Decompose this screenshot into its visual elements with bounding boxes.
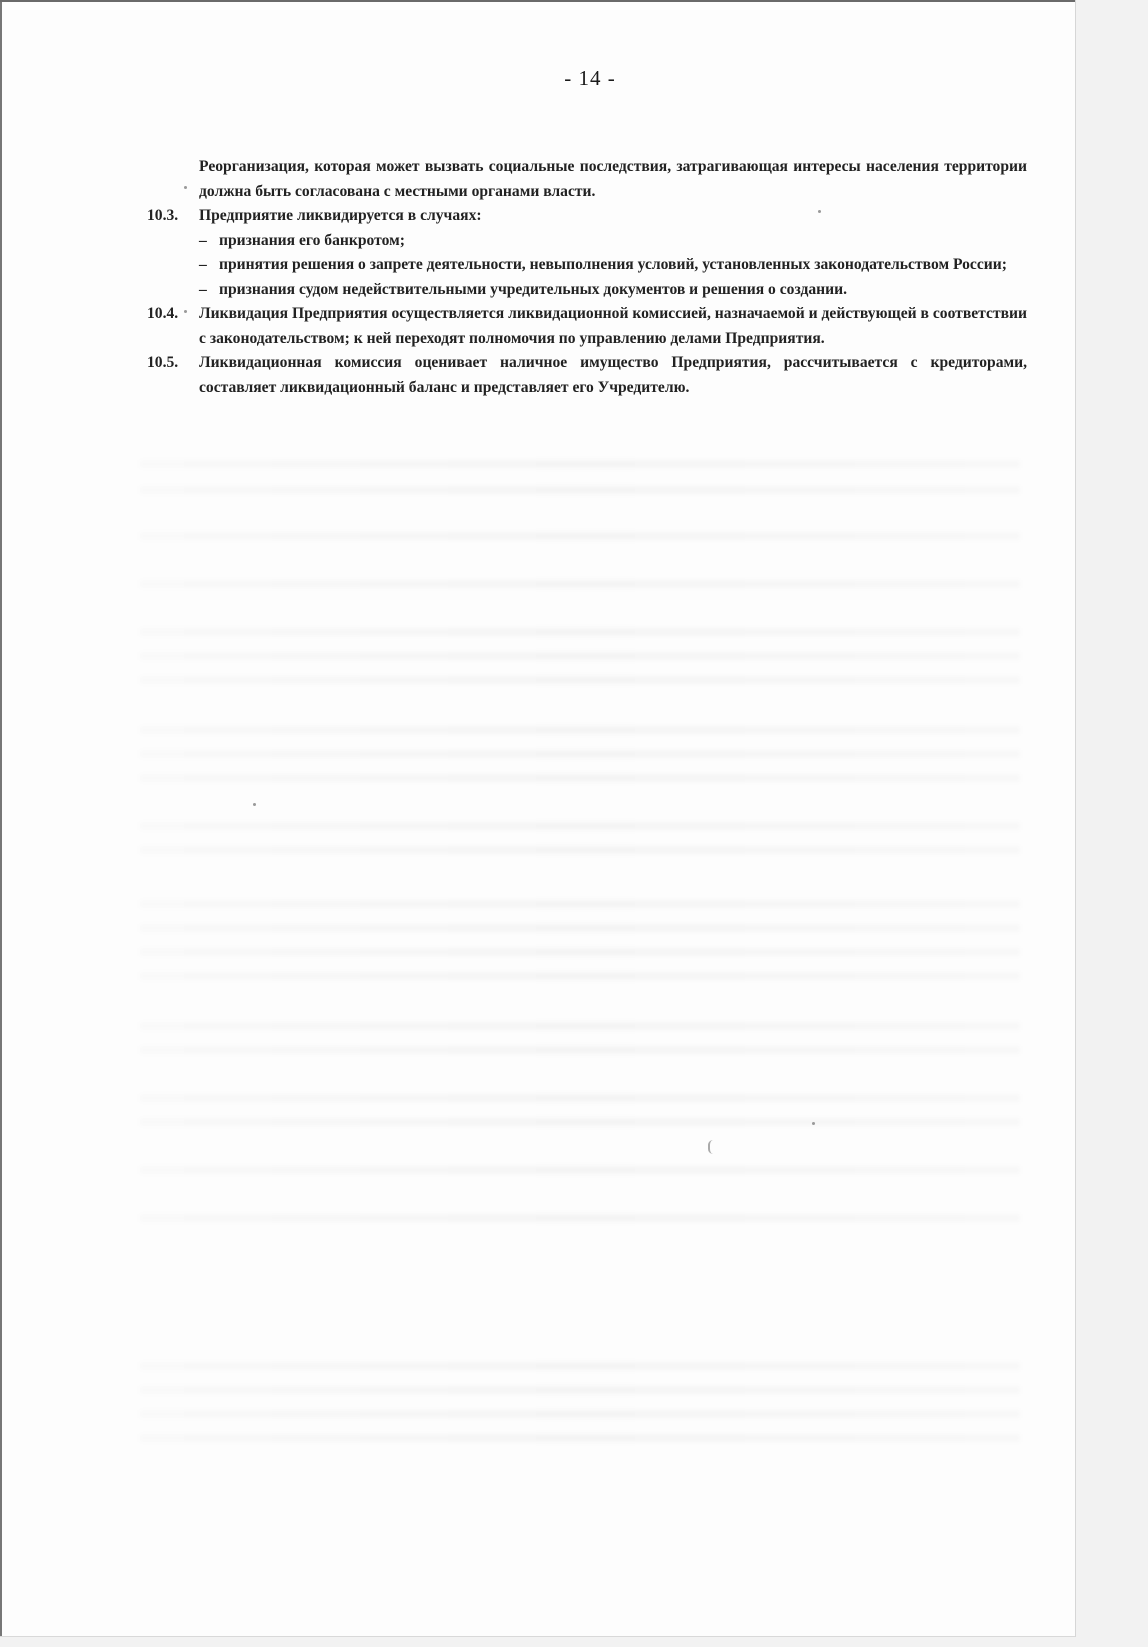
document-body bbox=[147, 155, 1027, 400]
clause-text: Ликвидационная комиссия оценивает наличное имущество Предприятия, рассчитывается с кредиторами, составляет ликвидационный баланс и представляет его Учредителю. bbox=[199, 354, 1027, 396]
list-item bbox=[147, 253, 1027, 278]
bleed-through-line bbox=[140, 1410, 1020, 1418]
bleed-through-line bbox=[140, 972, 1020, 980]
bleed-through-line bbox=[140, 846, 1020, 854]
clause-number: 10.3. bbox=[147, 207, 179, 224]
bleed-through-line bbox=[140, 1022, 1020, 1030]
scan-speck bbox=[184, 186, 187, 189]
scan-speck bbox=[818, 210, 821, 213]
bleed-through-line bbox=[140, 580, 1020, 588]
clause-10-3 bbox=[147, 204, 1027, 229]
clause-10-5 bbox=[147, 351, 1027, 400]
list-item bbox=[147, 278, 1027, 303]
bleed-through-line bbox=[140, 460, 1020, 468]
bleed-through-line bbox=[140, 1046, 1020, 1054]
list-item-text: признания судом недействительными учредительных документов и решения о создании. bbox=[219, 280, 847, 298]
list-item-text: признания его банкротом; bbox=[219, 231, 405, 249]
clause-number: 10.4. bbox=[147, 305, 179, 322]
bleed-through-line bbox=[140, 924, 1020, 932]
bleed-through-line bbox=[140, 1362, 1020, 1370]
bleed-through-line bbox=[140, 774, 1020, 782]
page-number: - 14 - bbox=[564, 66, 616, 90]
dash-bullet: – bbox=[199, 231, 207, 249]
bleed-through-line bbox=[140, 652, 1020, 660]
bleed-through-line bbox=[140, 1118, 1020, 1126]
scan-speck bbox=[253, 803, 256, 806]
bleed-through-line bbox=[140, 532, 1020, 540]
bleed-through-line bbox=[140, 750, 1020, 758]
dash-bullet: – bbox=[199, 256, 207, 273]
bleed-through-line bbox=[140, 628, 1020, 636]
clause-text: Ликвидация Предприятия осуществляется ликвидационной комиссией, назначаемой и действующей в соответствии с законодательством; к ней переходят полномочия по управлению делами Предприятия. bbox=[199, 305, 1027, 347]
clause-text: Предприятие ликвидируется в случаях: bbox=[199, 207, 482, 224]
scan-speck bbox=[708, 1140, 718, 1154]
bleed-through-line bbox=[140, 1094, 1020, 1102]
clause-10-4 bbox=[147, 302, 1027, 351]
bleed-through-line bbox=[140, 676, 1020, 684]
bleed-through-line bbox=[140, 948, 1020, 956]
scan-speck bbox=[812, 1122, 815, 1125]
bleed-through-line bbox=[140, 1434, 1020, 1442]
clause-number: 10.5. bbox=[147, 354, 179, 371]
bleed-through-line bbox=[140, 1166, 1020, 1174]
intro-paragraph: Реорганизация, которая может вызвать социальные последствия, затрагивающая интересы населения территории должна быть согласована с местными органами власти. bbox=[199, 158, 1027, 200]
list-item-text: принятия решения о запрете деятельности, невыполнения условий, установленных законодательством России; bbox=[219, 256, 1007, 273]
dash-bullet: – bbox=[199, 280, 207, 298]
bleed-through-line bbox=[140, 726, 1020, 734]
bleed-through-line bbox=[140, 822, 1020, 830]
scan-speck bbox=[184, 310, 187, 313]
list-item bbox=[147, 229, 1027, 254]
bleed-through-line bbox=[140, 900, 1020, 908]
bleed-through-line bbox=[140, 486, 1020, 494]
bleed-through-line bbox=[140, 1386, 1020, 1394]
bleed-through-line bbox=[140, 1214, 1020, 1222]
